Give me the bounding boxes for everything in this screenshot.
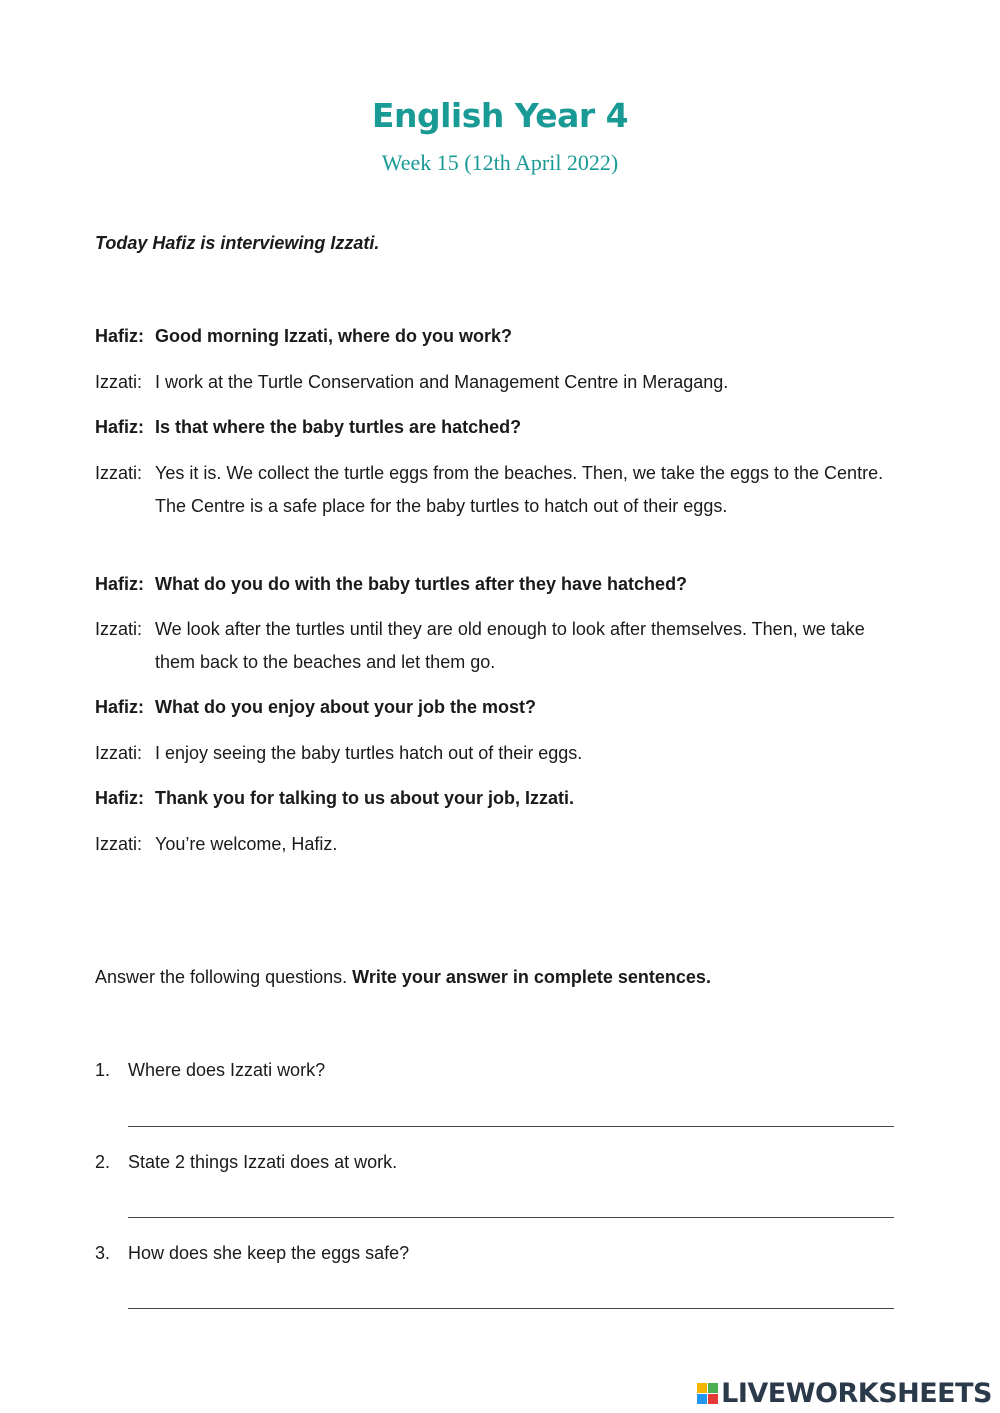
question-2 (95, 1152, 397, 1173)
question-1 (95, 1060, 325, 1081)
dialogue-line (95, 613, 895, 678)
speaker-label: Hafiz: (95, 417, 144, 437)
dialogue-line (95, 320, 895, 353)
dialogue-text: Yes it is. We collect the turtle eggs from the beaches. Then, we take the eggs to the Centre. The Centre is a safe place for the baby turtles to hatch out of their eggs. (155, 463, 884, 516)
instructions (95, 967, 711, 988)
dialogue-text: You’re welcome, Hafiz. (155, 834, 338, 854)
dialogue-text: I enjoy seeing the baby turtles hatch out of their eggs. (155, 743, 583, 763)
dialogue-line (95, 691, 895, 724)
dialogue-text: We look after the turtles until they are old enough to look after themselves. Then, we take them back to the beaches and let them go. (155, 619, 865, 672)
answer-line-3[interactable] (128, 1308, 894, 1309)
question-3 (95, 1243, 409, 1264)
speaker-label: Izzati: (95, 463, 143, 483)
instructions-plain: Answer the following questions. (95, 967, 353, 987)
instructions-bold: Write your answer in complete sentences. (352, 967, 711, 987)
dialogue-text: Good morning Izzati, where do you work? (155, 326, 513, 346)
question-number: 1. (95, 1060, 111, 1080)
speaker-label: Izzati: (95, 372, 143, 392)
dialogue-line (95, 828, 895, 861)
dialogue-line (95, 411, 895, 444)
dialogue-text: I work at the Turtle Conservation and Management Centre in Meragang. (155, 372, 729, 392)
question-number: 3. (95, 1243, 111, 1263)
dialogue-text: What do you enjoy about your job the most? (155, 697, 536, 717)
liveworksheets-logo-icon (697, 1383, 718, 1404)
logo-square-icon (697, 1383, 707, 1393)
question-text: Where does Izzati work? (128, 1060, 326, 1080)
question-text: State 2 things Izzati does at work. (128, 1152, 398, 1172)
page-subtitle: Week 15 (12th April 2022) (381, 150, 619, 175)
footer-logo[interactable] (697, 1378, 992, 1409)
logo-square-icon (697, 1394, 707, 1404)
speaker-label: Izzati: (95, 619, 143, 639)
answer-line-1[interactable] (128, 1126, 894, 1127)
question-text: How does she keep the eggs safe? (128, 1243, 410, 1263)
question-number: 2. (95, 1152, 111, 1172)
dialogue-text: What do you do with the baby turtles after they have hatched? (155, 574, 688, 594)
intro-text: Today Hafiz is interviewing Izzati. (95, 233, 380, 253)
dialogue-text: Thank you for talking to us about your job, Izzati. (155, 788, 575, 808)
dialogue-line (95, 568, 895, 601)
dialogue-line (95, 457, 895, 522)
dialogue-text: Is that where the baby turtles are hatched? (155, 417, 522, 437)
page-title: English Year 4 (371, 96, 629, 135)
speaker-label: Izzati: (95, 743, 143, 763)
dialogue-line (95, 782, 895, 815)
brand-name: LIVEWORKSHEETS (721, 1378, 992, 1409)
speaker-label: Hafiz: (95, 697, 144, 717)
speaker-label: Izzati: (95, 834, 143, 854)
answer-line-2[interactable] (128, 1217, 894, 1218)
logo-square-icon (708, 1394, 718, 1404)
speaker-label: Hafiz: (95, 326, 144, 346)
speaker-label: Hafiz: (95, 788, 144, 808)
logo-square-icon (708, 1383, 718, 1393)
dialogue-line (95, 366, 895, 399)
speaker-label: Hafiz: (95, 574, 144, 594)
dialogue-line (95, 737, 895, 770)
